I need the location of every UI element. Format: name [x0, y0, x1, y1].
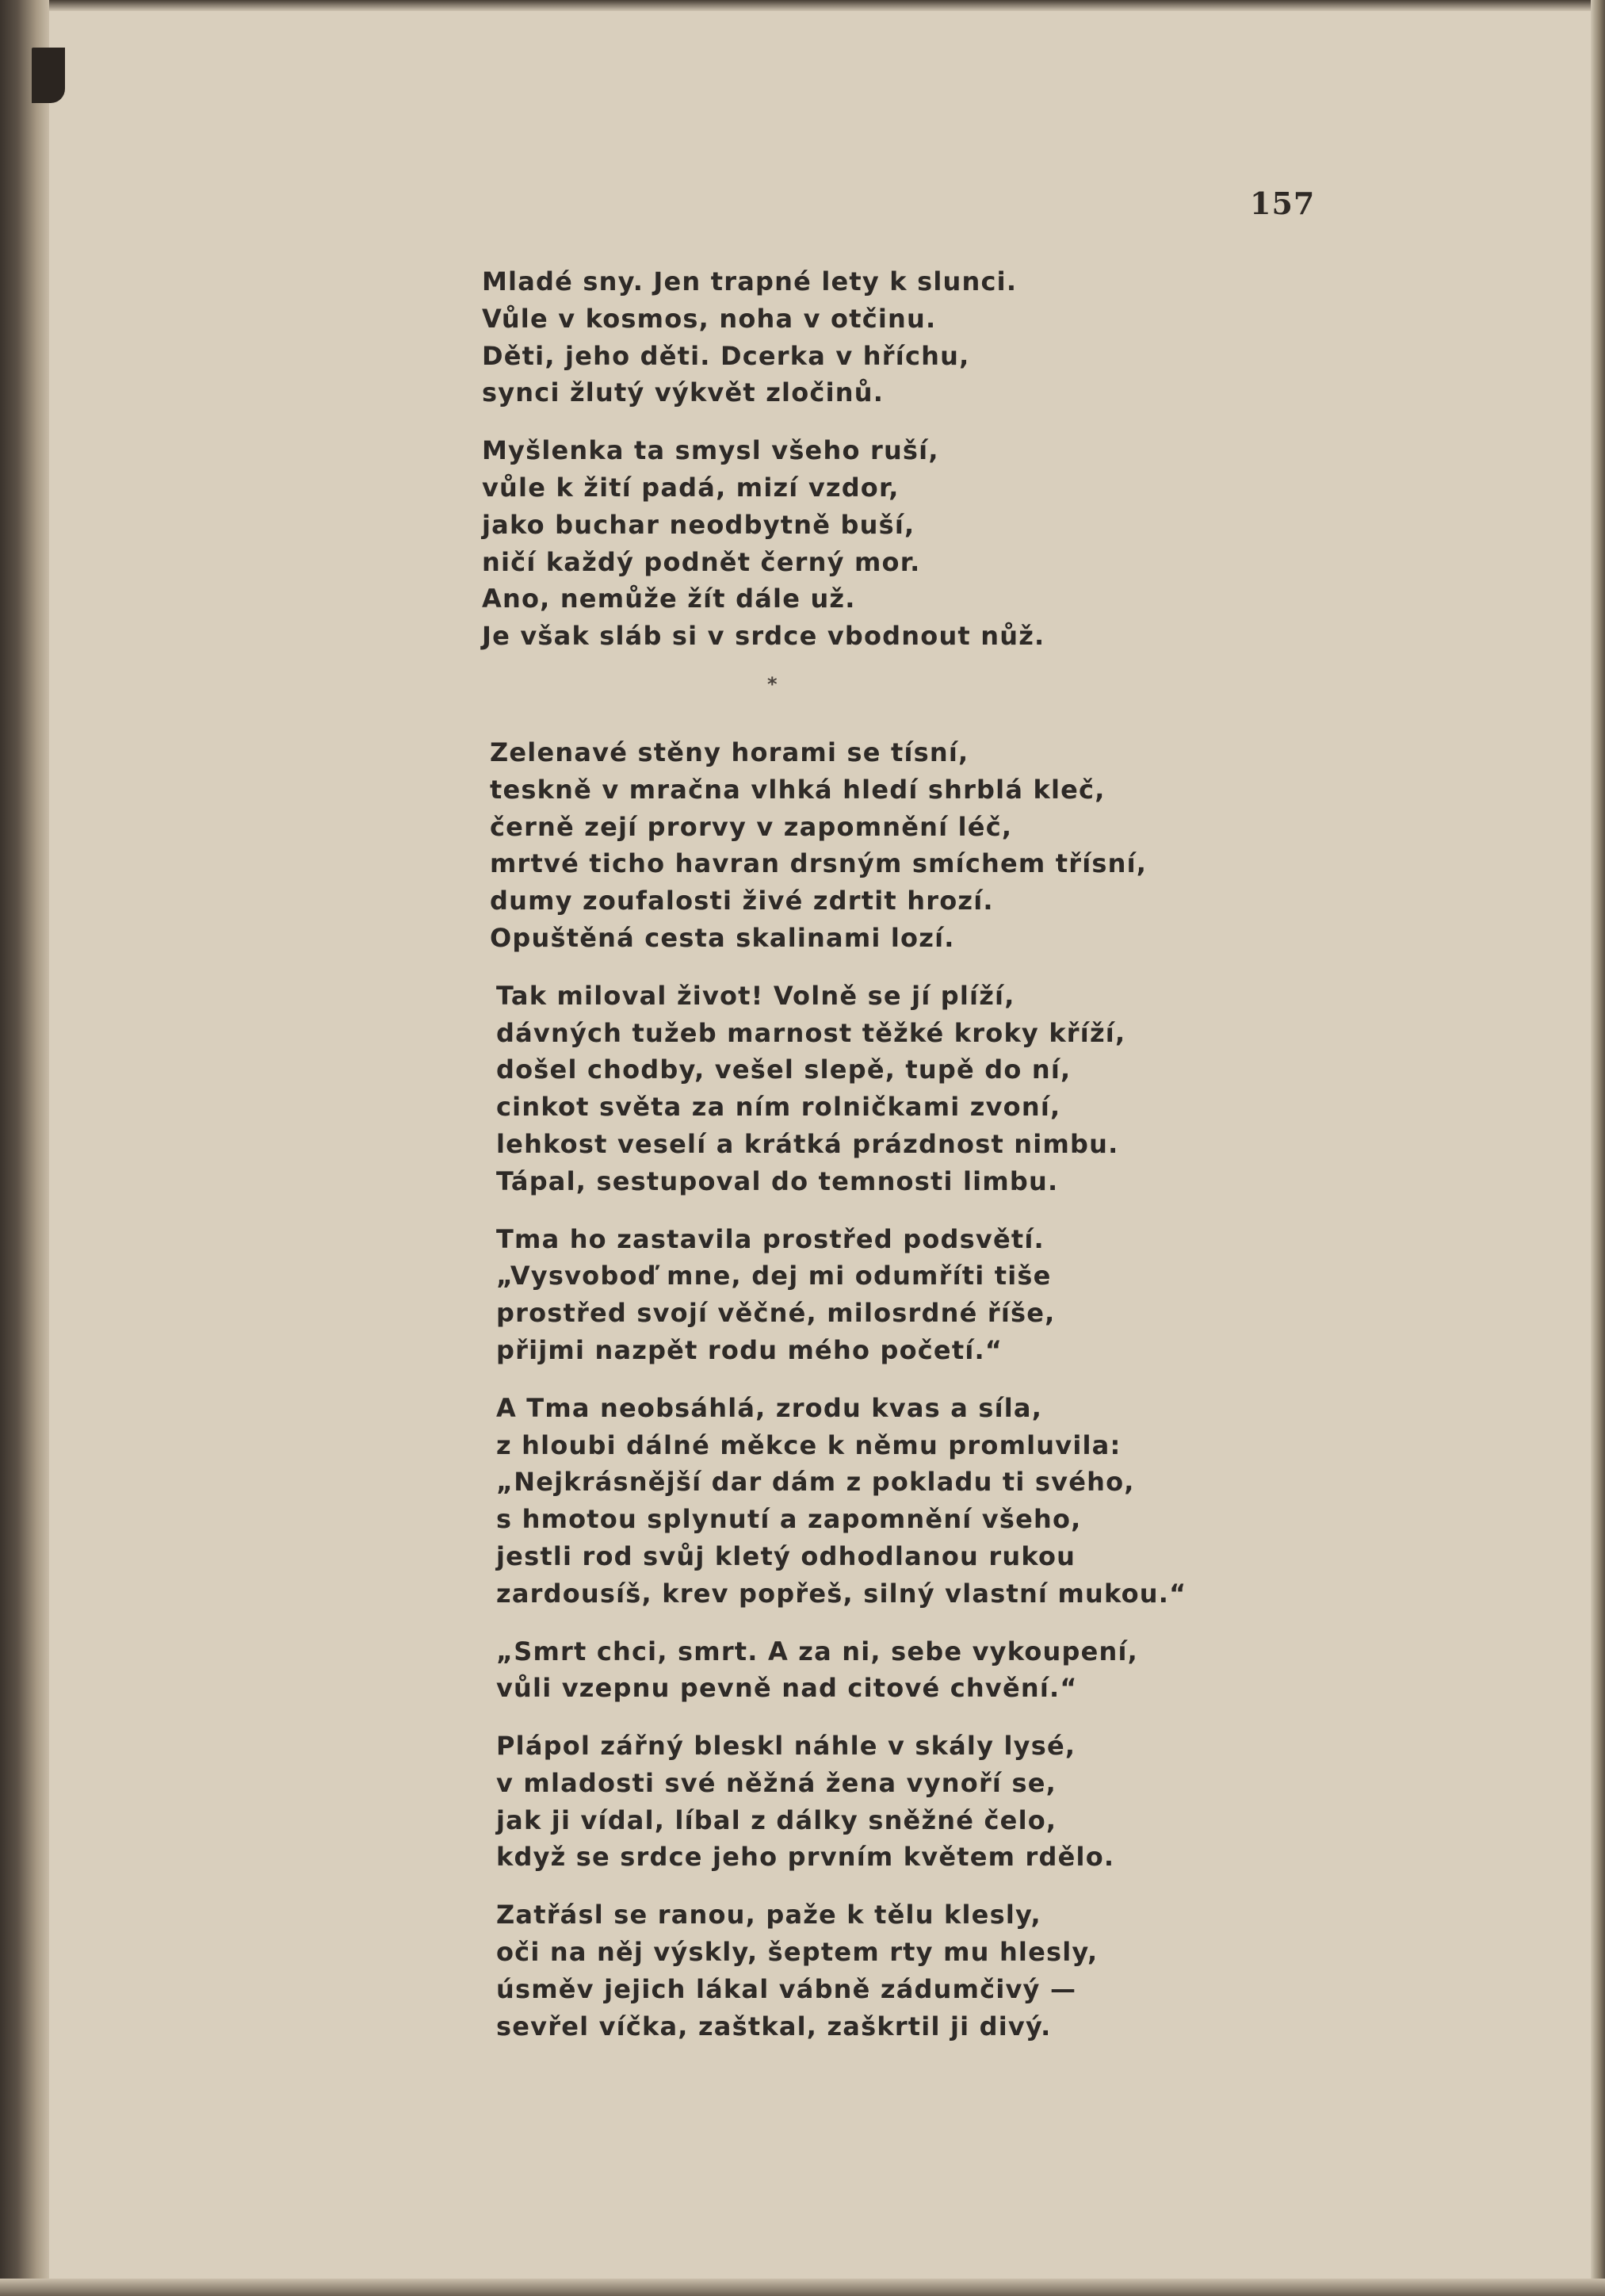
verse-line: dumy zoufalosti živé zdrtit hrozí. — [490, 886, 994, 916]
verse-line: Vůle v kosmos, noha v otčinu. — [482, 303, 937, 334]
stanza-4 — [496, 978, 1274, 1200]
verse-line: když se srdce jeho prvním květem rdělo. — [496, 1842, 1115, 1873]
verse-line: sevřel víčka, zaštkal, zaškrtil ji divý. — [496, 2011, 1052, 2042]
stanza-2 — [482, 432, 1274, 655]
verse-line: Zatřásl se ranou, paže k tělu klesly, — [496, 1900, 1041, 1931]
page-bottom-edge — [0, 2279, 1605, 2296]
book-spine — [0, 0, 49, 2296]
verse-line: mrtvé ticho havran drsným smíchem třísní, — [490, 848, 1148, 879]
verse-line: Tápal, sestupoval do temnosti limbu. — [496, 1165, 1059, 1196]
verse-line: jak ji vídal, líbal z dálky sněžné čelo, — [496, 1804, 1057, 1835]
verse-line: s hmotou splynutí a zapomnění všeho, — [496, 1504, 1082, 1535]
stanza-7 — [496, 1633, 1274, 1708]
verse-line: černě zejí prorvy v zapomnění léč, — [490, 811, 1013, 842]
page-top-edge — [0, 0, 1605, 11]
verse-line: Mladé sny. Jen trapné lety k slunci. — [482, 266, 1018, 297]
verse-line: úsměv jejich lákal vábně zádumčivý — — [496, 1973, 1077, 2004]
verse-line: Tak miloval život! Volně se jí plíží, — [496, 980, 1015, 1011]
verse-line: Opuštěná cesta skalinami lozí. — [490, 922, 955, 953]
verse-line: „Vysvoboď mne, dej mi odumříti tiše — [496, 1261, 1052, 1292]
verse-line: zardousíš, krev popřeš, silný vlastní mukou.“ — [496, 1578, 1187, 1609]
verse-line: jako buchar neodbytně buší, — [482, 509, 915, 540]
verse-line: přijmi nazpět rodu mého početí.“ — [496, 1334, 1003, 1365]
verse-line: „Nejkrásnější dar dám z pokladu ti svého, — [496, 1467, 1135, 1498]
stanza-3 — [490, 734, 1274, 957]
stanza-8 — [496, 1728, 1274, 1876]
verse-line: Tma ho zastavila prostřed podsvětí. — [496, 1223, 1045, 1254]
verse-line: Plápol zářný bleskl náhle v skály lysé, — [496, 1731, 1076, 1762]
binding-notch — [32, 48, 65, 103]
verse-line: prostřed svojí věčné, milosrdné říše, — [496, 1298, 1056, 1329]
stanza-6 — [496, 1390, 1274, 1613]
page-right-edge — [1591, 0, 1605, 2296]
section-separator-asterisk: * — [767, 672, 778, 695]
verse-line: Ano, nemůže žít dále už. — [482, 584, 856, 614]
verse-line: cinkot světa za ním rolničkami zvoní, — [496, 1092, 1061, 1123]
verse-line: oči na něj výskly, šeptem rty mu hlesly, — [496, 1937, 1099, 1968]
verse-line: dávných tužeb marnost těžké kroky kříží, — [496, 1017, 1126, 1048]
verse-line: A Tma neobsáhlá, zrodu kvas a síla, — [496, 1392, 1043, 1423]
verse-line: lehkost veselí a krátká prázdnost nimbu. — [496, 1128, 1119, 1159]
verse-line: Je však sláb si v srdce vbodnout nůž. — [482, 621, 1045, 652]
verse-line: vůle k žití padá, mizí vzdor, — [482, 472, 900, 503]
verse-line: vůli vzepnu pevně nad citové chvění.“ — [496, 1673, 1078, 1704]
stanza-1 — [482, 263, 1274, 411]
page-number: 157 — [1250, 186, 1316, 221]
verse-line: Zelenavé stěny horami se tísní, — [490, 737, 969, 767]
verse-line: jestli rod svůj kletý odhodlanou rukou — [496, 1540, 1076, 1571]
verse-line: Myšlenka ta smysl všeho ruší, — [482, 435, 939, 466]
verse-line: synci žlutý výkvět zločinů. — [482, 377, 885, 408]
verse-line: z hloubi dálné měkce k němu promluvila: — [496, 1429, 1122, 1460]
verse-line: v mladosti své něžná žena vynoří se, — [496, 1767, 1057, 1798]
verse-line: teskně v mračna vlhká hledí shrblá kleč, — [490, 774, 1106, 805]
verse-line: „Smrt chci, smrt. A za ni, sebe vykoupení, — [496, 1636, 1139, 1667]
verse-line: Děti, jeho děti. Dcerka v hříchu, — [482, 340, 970, 371]
poem-text — [482, 263, 1274, 2045]
verse-line: ničí každý podnět černý mor. — [482, 546, 921, 577]
stanza-9 — [496, 1896, 1274, 2045]
verse-line: došel chodby, vešel slepě, tupě do ní, — [496, 1054, 1072, 1085]
stanza-5 — [496, 1221, 1274, 1369]
